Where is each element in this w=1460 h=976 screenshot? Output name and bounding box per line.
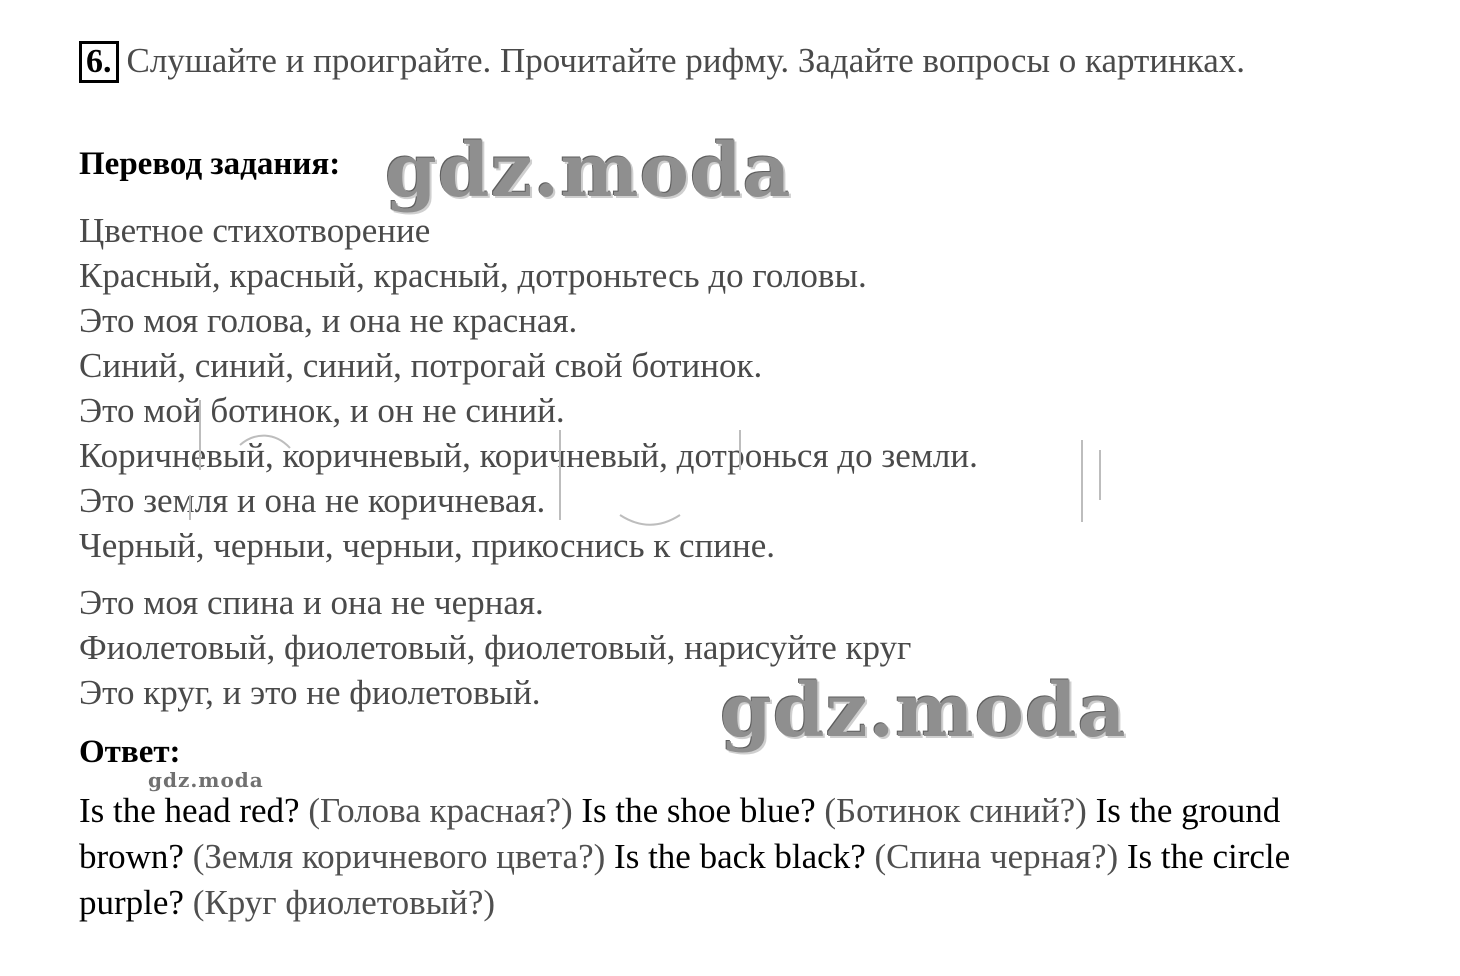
- answer-translation: (Голова красная?): [308, 791, 573, 830]
- translated-poem: [79, 208, 1329, 715]
- poem-line: Фиолетовый, фиолетовый, фиолетовый, нарисуйте круг: [79, 628, 912, 667]
- poem-line: Это моя голова, и она не красная.: [79, 301, 578, 340]
- poem-line: Цветное стихотворение: [79, 211, 431, 250]
- answer-heading: Ответ:: [79, 734, 181, 770]
- answer-question: Is the ground brown?: [79, 791, 1281, 876]
- answer-question: Is the head red?: [79, 791, 300, 830]
- poem-line: Это моя спина и она не черная.: [79, 583, 544, 622]
- poem-line: Синий, синий, синий, потрогай свой ботинок.: [79, 346, 763, 385]
- answer-translation: (Спина черная?): [874, 837, 1119, 876]
- answer-question: Is the circle purple?: [79, 837, 1291, 922]
- answer-question: Is the back black?: [614, 837, 866, 876]
- answer-translation: (Круг фиолетовый?): [192, 883, 496, 922]
- poem-line: Это земля и она не коричневая.: [79, 481, 546, 520]
- translation-heading: Перевод задания:: [79, 146, 341, 182]
- poem-line: Это круг, и это не фиолетовый.: [79, 673, 541, 712]
- poem-line: Это мой ботинок, и он не синий.: [79, 391, 565, 430]
- answer-translation: (Земля коричневого цвета?): [192, 837, 606, 876]
- task-text: Слушайте и проиграйте. Прочитайте рифму. Задайте вопросы о картинках.: [126, 41, 1246, 80]
- poem-line: Красный, красный, красный, дотроньтесь до головы.: [79, 256, 867, 295]
- answer-text: [79, 788, 1339, 926]
- watermark-logo-small: gdz.moda: [148, 768, 264, 792]
- watermark-logo: gdz.moda: [385, 128, 792, 214]
- answer-question: Is the shoe blue?: [581, 791, 816, 830]
- poem-line: Коричневый, коричневый, коричневый, дотронься до земли.: [79, 436, 978, 475]
- task-number: 6.: [79, 41, 119, 83]
- task-statement: [79, 38, 1279, 84]
- watermark-logo: gdz.moda: [720, 668, 1127, 754]
- answer-translation: (Ботинок синий?): [824, 791, 1087, 830]
- poem-line: Черный, черныи, черныи, прикоснись к спине.: [79, 526, 776, 565]
